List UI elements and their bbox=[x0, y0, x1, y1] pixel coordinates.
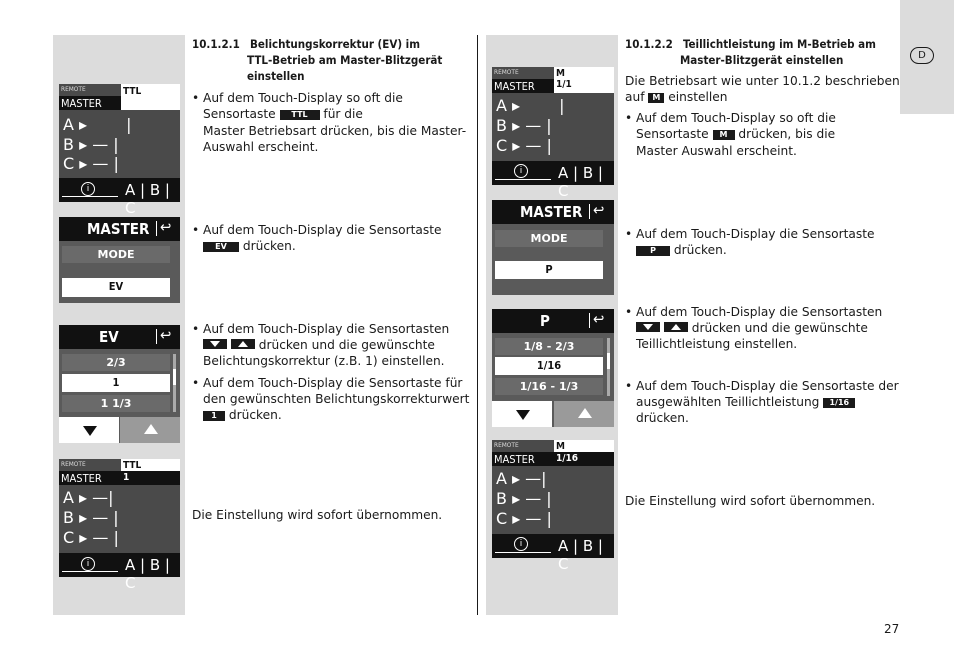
bullet: • bbox=[192, 91, 200, 105]
step4-line1: Auf dem Touch-Display die Sensortaste für bbox=[203, 376, 463, 390]
info-underline bbox=[62, 571, 118, 572]
step1-line2: Sensortaste TTL für die bbox=[203, 107, 363, 121]
back-icon[interactable]: ↩ bbox=[160, 218, 172, 236]
back-icon[interactable]: ↩ bbox=[593, 310, 605, 328]
group-a-row[interactable]: A ▸ —| bbox=[496, 469, 547, 488]
p-selected-value[interactable]: 1/16 bbox=[536, 359, 562, 372]
m-key-chip: M bbox=[648, 93, 664, 103]
master-label: MASTER bbox=[494, 80, 535, 93]
language-badge: D bbox=[910, 47, 934, 64]
step4-line2: ausgewählten Teillichtleistung 1/16 bbox=[636, 394, 855, 410]
step3-line2: drücken und die gewünschte bbox=[203, 337, 435, 353]
menu-title: MASTER bbox=[87, 220, 150, 238]
scrollbar-thumb[interactable] bbox=[607, 353, 610, 369]
menu-sep bbox=[589, 313, 590, 328]
step4-line2: den gewünschten Belichtungskorrekturwert bbox=[203, 392, 470, 406]
bullet: • bbox=[192, 376, 200, 390]
bullet: • bbox=[192, 322, 200, 336]
column-divider bbox=[477, 35, 478, 615]
remote-label: REMOTE bbox=[61, 460, 86, 468]
section-title-line1: Teillichtleistung im M-Betrieb am bbox=[683, 37, 876, 51]
group-c-row[interactable]: C ▸ — | bbox=[63, 528, 119, 547]
abc-selector[interactable]: A | B | C bbox=[558, 164, 603, 200]
bullet: • bbox=[625, 111, 633, 125]
group-b-row[interactable]: B ▸ — | bbox=[63, 508, 119, 527]
group-c-row[interactable]: C ▸ — | bbox=[496, 136, 552, 155]
section-title-line3: einstellen bbox=[247, 69, 305, 83]
ev-selected-value[interactable]: 1 bbox=[112, 376, 120, 389]
p-key-chip: P bbox=[636, 246, 670, 256]
remote-label: REMOTE bbox=[494, 68, 519, 76]
intro-line2: auf M einstellen bbox=[625, 90, 728, 104]
group-a-row[interactable]: A ▸ —| bbox=[63, 488, 114, 507]
step2-line1: Auf dem Touch-Display die Sensortaste bbox=[203, 223, 442, 237]
step3-line2: drücken und die gewünschte bbox=[636, 320, 868, 336]
step3-line3: Teillichtleistung einstellen. bbox=[636, 337, 798, 351]
step2-line2: P drücken. bbox=[636, 242, 727, 258]
arrow-up-icon bbox=[664, 322, 688, 332]
info-underline bbox=[62, 196, 118, 197]
master-label: MASTER bbox=[494, 453, 535, 466]
group-b-row[interactable]: B ▸ — | bbox=[63, 135, 119, 154]
step1-line3: Master Betriebsart drücken, bis die Master- bbox=[203, 124, 467, 138]
bullet: • bbox=[625, 379, 633, 393]
group-a-row[interactable]: A ▸ | bbox=[496, 96, 565, 115]
arrow-up-icon bbox=[231, 339, 255, 349]
section-number: 10.1.2.1 bbox=[192, 37, 240, 51]
step4-line1: Auf dem Touch-Display die Sensortaste der bbox=[636, 379, 899, 393]
master-label: MASTER bbox=[61, 97, 102, 110]
group-c-row[interactable]: C ▸ — | bbox=[496, 509, 552, 528]
display-master-menu bbox=[59, 217, 180, 303]
back-icon[interactable]: ↩ bbox=[593, 201, 605, 219]
arrow-down-icon bbox=[636, 322, 660, 332]
value-key-chip: 1 bbox=[203, 411, 225, 421]
ev-next-value[interactable]: 1 1/3 bbox=[62, 395, 170, 412]
result-note: Die Einstellung wird sofort übernommen. bbox=[192, 508, 443, 522]
info-icon[interactable]: i bbox=[81, 182, 95, 196]
display-master-menu-m bbox=[492, 200, 614, 295]
info-icon[interactable]: i bbox=[514, 164, 528, 178]
info-icon[interactable]: i bbox=[514, 537, 528, 551]
mode-button[interactable]: MODE bbox=[495, 230, 603, 247]
step1-line3: Master Auswahl erscheint. bbox=[636, 144, 797, 158]
ev-value: 1 bbox=[123, 472, 130, 483]
step4-line3: drücken. bbox=[636, 411, 689, 425]
menu-sep bbox=[589, 204, 590, 219]
menu-title: MASTER bbox=[520, 203, 583, 221]
p-prev-value[interactable]: 1/8 - 2/3 bbox=[495, 338, 603, 355]
step1-line4: Auswahl erscheint. bbox=[203, 140, 319, 154]
bullet: • bbox=[625, 227, 633, 241]
step3-line3: Belichtungskorrektur (z.B. 1) einstellen. bbox=[203, 354, 445, 368]
arrow-up-icon bbox=[578, 408, 592, 418]
display-ttl-master bbox=[59, 84, 180, 217]
group-b-row[interactable]: B ▸ — | bbox=[496, 489, 552, 508]
m-label: M bbox=[556, 441, 565, 452]
arrow-down-icon bbox=[203, 339, 227, 349]
menu-sep bbox=[156, 329, 157, 344]
step4-line3: 1 drücken. bbox=[203, 407, 282, 423]
back-icon[interactable]: ↩ bbox=[160, 326, 172, 344]
section-title-line1: Belichtungskorrektur (EV) im bbox=[250, 37, 420, 51]
page-number: 27 bbox=[884, 622, 900, 636]
scrollbar-thumb[interactable] bbox=[173, 369, 176, 385]
ev-key-chip: EV bbox=[203, 242, 239, 252]
info-underline bbox=[495, 552, 551, 553]
info-icon[interactable]: i bbox=[81, 557, 95, 571]
m-key-chip: M bbox=[713, 130, 735, 140]
value-key-chip: 1/16 bbox=[823, 398, 855, 408]
menu-title: EV bbox=[99, 328, 119, 346]
ev-button[interactable]: EV bbox=[108, 280, 124, 293]
intro-line1: Die Betriebsart wie unter 10.1.2 beschrieben bbox=[625, 74, 900, 88]
m-value: 1/1 bbox=[556, 79, 572, 90]
remote-label: REMOTE bbox=[494, 441, 519, 449]
step1-line1: Auf dem Touch-Display so oft die bbox=[636, 111, 836, 125]
display-ev-list bbox=[59, 325, 180, 443]
ttl-key-chip: TTL bbox=[280, 110, 320, 120]
display-ttl-master-ev bbox=[59, 459, 180, 592]
result-note: Die Einstellung wird sofort übernommen. bbox=[625, 494, 876, 508]
step1-line2: Sensortaste M drücken, bis die bbox=[636, 127, 836, 141]
section-number: 10.1.2.2 bbox=[625, 37, 673, 51]
ttl-label: TTL bbox=[123, 460, 142, 471]
remote-label: REMOTE bbox=[61, 85, 86, 93]
bullet: • bbox=[625, 305, 633, 319]
section-title-line2: TTL-Betrieb am Master-Blitzgerät bbox=[247, 53, 443, 67]
step3-line1: Auf dem Touch-Display die Sensortasten bbox=[636, 305, 883, 319]
ev-prev-value[interactable]: 2/3 bbox=[62, 354, 170, 371]
menu-title: P bbox=[540, 312, 550, 330]
abc-selector[interactable]: A | B | C bbox=[125, 556, 170, 592]
mode-button[interactable]: MODE bbox=[62, 246, 170, 263]
p-button[interactable]: P bbox=[545, 263, 553, 276]
abc-selector[interactable]: A | B | C bbox=[558, 537, 603, 573]
group-c-row[interactable]: C ▸ — | bbox=[63, 154, 119, 173]
group-a-row[interactable]: A ▸ | bbox=[63, 115, 132, 134]
section-title-line2: Master-Blitzgerät einstellen bbox=[680, 53, 844, 67]
ev-value-bar bbox=[121, 471, 180, 485]
menu-sep bbox=[156, 221, 157, 236]
step3-line1: Auf dem Touch-Display die Sensortasten bbox=[203, 322, 450, 336]
info-underline bbox=[495, 179, 551, 180]
arrow-up-icon bbox=[144, 424, 158, 434]
abc-selector[interactable]: A | B | C bbox=[125, 181, 170, 217]
p-next-value[interactable]: 1/16 - 1/3 bbox=[495, 378, 603, 395]
arrow-down-icon bbox=[516, 410, 530, 420]
ttl-label: TTL bbox=[123, 86, 142, 97]
bullet: • bbox=[192, 223, 200, 237]
master-label: MASTER bbox=[61, 472, 102, 485]
display-p-list bbox=[492, 309, 614, 427]
m-label: M bbox=[556, 68, 565, 79]
group-b-row[interactable]: B ▸ — | bbox=[496, 116, 552, 135]
m-value: 1/16 bbox=[556, 453, 579, 464]
arrow-down-icon bbox=[83, 426, 97, 436]
step2-line1: Auf dem Touch-Display die Sensortaste bbox=[636, 227, 875, 241]
display-m-master bbox=[492, 67, 614, 200]
step2-line2: EV drücken. bbox=[203, 238, 296, 254]
step1-line1: Auf dem Touch-Display so oft die bbox=[203, 91, 403, 105]
display-m-master-116 bbox=[492, 440, 614, 573]
